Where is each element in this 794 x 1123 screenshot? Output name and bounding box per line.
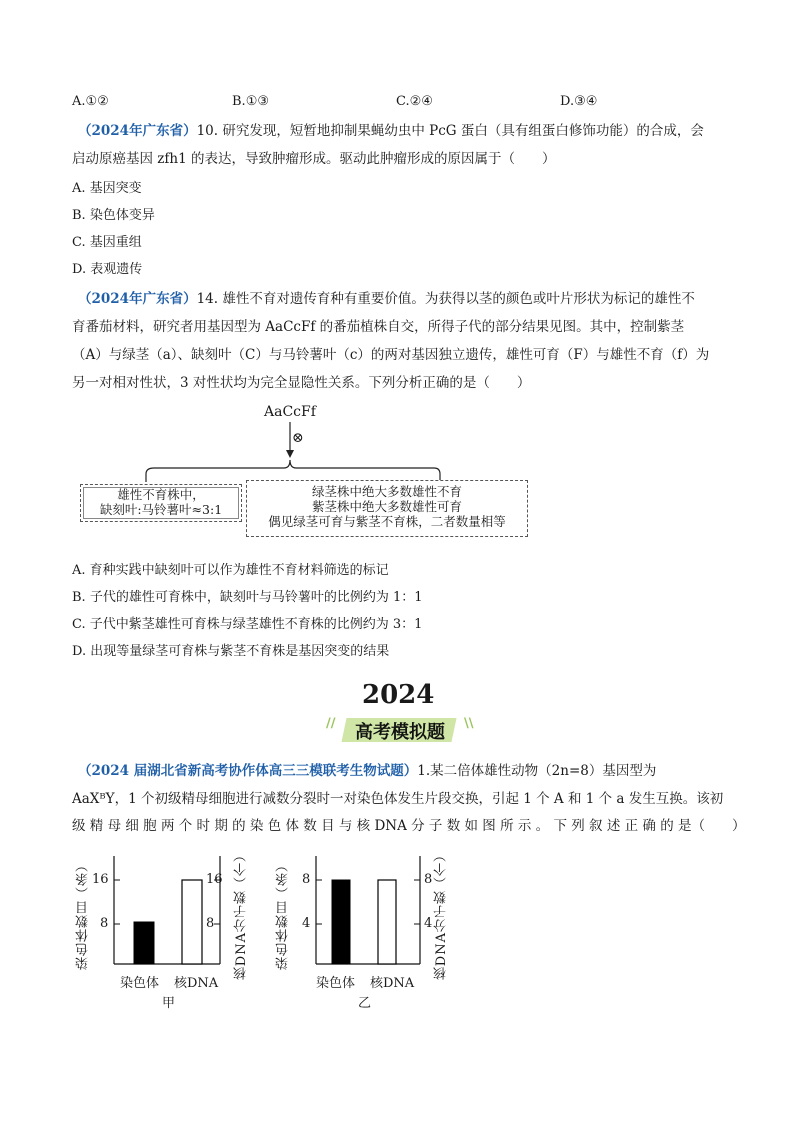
chart-yi-bar-dna [378,880,396,964]
q14-option-a: A. 育种实践中缺刻叶可以作为雄性不育材料筛选的标记 [72,563,389,578]
q1-line1 [78,762,656,780]
chart-jia-right-tick-8: 8 [206,916,215,931]
option-letter: B. [232,94,246,109]
q10-option-c: C. 基因重组 [72,235,142,250]
option-b [232,94,269,109]
selfing-symbol: ⊗ [292,430,304,446]
chart-jia-title: 甲 [162,996,176,1011]
banner-decor-right: \\ [464,716,474,731]
section-title: 高考模拟题 [355,722,445,743]
brace [146,460,440,482]
q14-text1: 14. 雄性不育对遗传育种有重要价值。为获得以茎的颜色或叶片形状为标记的雄性不 [196,291,695,307]
chart-yi-left-tick-8: 8 [302,872,311,887]
option-value: ①② [85,94,109,109]
option-c [396,94,433,109]
q14-option-c: C. 子代中紫茎雄性可育株与绿茎雄性不育株的比例约为 3：1 [72,617,423,632]
chart-yi-cat-chromosome: 染色体 [316,976,356,991]
option-a [72,94,109,109]
chart-jia-cat-chromosome: 染色体 [120,976,160,991]
chart-yi-ylabel-right: 核DNA分子数（个） [434,848,449,981]
chart-jia-left-tick-8: 8 [100,916,109,931]
right-box-line3: 偶见绿茎可育与紫茎不育株，二者数量相等 [268,514,506,529]
q1-line2: AaXᴮY，1 个初级精母细胞进行减数分裂时一对染色体发生片段交换，引起 1 个 A 和 1 个 a 发生互换。该初 [72,791,724,807]
q10-line2: 启动原癌基因 zfh1 的表达，导致肿瘤形成。驱动此肿瘤形成的原因属于（ ） [72,151,556,167]
q14-line1 [78,290,695,308]
chart-yi-cat-dna: 核DNA [370,976,415,991]
chart-jia-bar-chromosome [134,922,154,964]
chart-jia-cat-dna: 核DNA [174,976,219,991]
q1-line3: 级 精 母 细 胞 两 个 时 期 的 染 色 体 数 目 与 核 DNA 分 子 数 如 图 所 示 。 下 列 叙 述 正 确 的 是（ ） [72,818,746,834]
option-value: ③④ [574,94,598,109]
option-d [560,94,597,109]
parent-genotype: AaCcFf [264,404,316,420]
q14-line3: （A）与绿茎（a）、缺刻叶（C）与马铃薯叶（c）的两对基因独立遗传，雄性可育（F）与雄性不育（f）为 [72,347,710,363]
chart-jia-ylabel-left: 染色体数目（条） [76,858,91,970]
chart-jia [70,848,270,1018]
cross-arrowhead [286,450,294,458]
q10-text1: 10. 研究发现，短暂地抑制果蝇幼虫中 PcG 蛋白（具有组蛋白修饰功能）的合成，会 [196,123,704,139]
q10-option-a: A. 基因突变 [72,181,142,196]
chart-yi [270,848,470,1018]
chart-jia-left-tick-16: 16 [92,872,109,887]
option-letter: A. [72,94,86,109]
q10-option-b: B. 染色体变异 [72,208,155,223]
option-value: ②④ [409,94,433,109]
q10-line1 [78,122,704,140]
chart-yi-bar-chromosome [332,880,350,964]
chart-jia-right-tick-16: 16 [206,872,223,887]
stem-result-box [246,480,528,537]
cross-diagram [78,420,538,486]
left-box-line1: 雄性不育株中， [117,487,205,502]
q10-source: （2024年广东省） [78,123,197,139]
chart-yi-right-tick-4: 4 [424,916,433,931]
right-box-line1: 绿茎株中绝大多数雄性不育 [311,484,462,499]
q1-source: （2024 届湖北省新高考协作体高三三模联考生物试题） [78,763,418,779]
banner-decor-left: // [326,716,336,731]
chart-yi-right-tick-8: 8 [424,872,433,887]
option-letter: C. [396,94,410,109]
right-box-line2: 紫茎株中绝大多数雄性可育 [311,499,462,514]
q1-text1: 1.某二倍体雄性动物（2n=8）基因型为 [417,763,657,779]
section-year: 2024 [362,680,435,710]
q14-source: （2024年广东省） [78,291,197,307]
q10-option-d: D. 表观遗传 [72,262,143,277]
option-letter: D. [560,94,575,109]
chart-jia-bar-dna [182,880,202,964]
chart-yi-ylabel-left: 染色体数目（条） [276,858,291,970]
q14-line2: 育番茄材料，研究者用基因型为 AaCcFf 的番茄植株自交，所得子代的部分结果见图。其中，控制紫茎 [72,319,685,335]
q14-line4: 另一对相对性状，3 对性状均为完全显隐性关系。下列分析正确的是（ ） [72,375,531,391]
q14-option-b: B. 子代的雄性可育株中，缺刻叶与马铃薯叶的比例约为 1：1 [72,590,423,605]
q14-option-d: D. 出现等量绿茎可育株与紫茎不育株是基因突变的结果 [72,644,390,659]
chart-yi-left-tick-4: 4 [302,916,311,931]
male-sterile-box [80,484,242,522]
option-value: ①③ [245,94,269,109]
left-box-line2: 缺刻叶:马铃薯叶≈3:1 [99,502,223,517]
chart-jia-ylabel-right: 核DNA分子数（个） [234,848,249,981]
chart-yi-title: 乙 [358,996,372,1011]
